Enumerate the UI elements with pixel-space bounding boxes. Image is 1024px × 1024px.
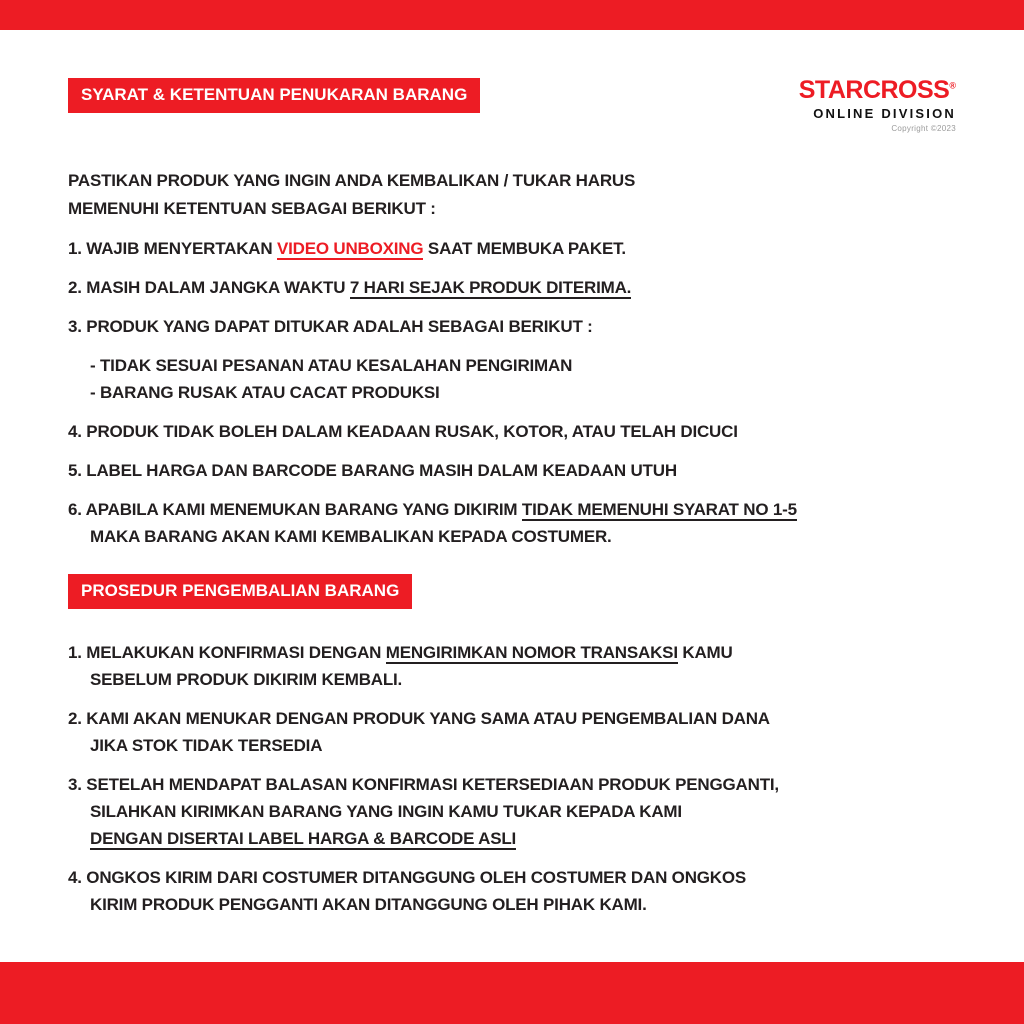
top-red-bar xyxy=(0,0,1024,30)
terms-section-badge xyxy=(68,78,480,113)
intro-line-1: PASTIKAN PRODUK YANG INGIN ANDA KEMBALIKAN / TUKAR HARUS xyxy=(68,171,636,190)
procedure-item-3-underline: DENGAN DISERTAI LABEL HARGA & BARCODE ASLI xyxy=(90,829,517,848)
terms-item-1-text-cont: SAAT MEMBUKA PAKET. xyxy=(423,239,626,258)
procedure-item-3-line-2: SILAHKAN KIRIMKAN BARANG YANG INGIN KAMU TUKAR KEPADA KAMI xyxy=(90,802,682,821)
terms-item-6-text: 6. APABILA KAMI MENEMUKAN BARANG YANG DIKIRIM xyxy=(68,500,522,519)
terms-item-1-text: 1. WAJIB MENYERTAKAN xyxy=(68,239,277,258)
procedure-item-1-line-1 xyxy=(68,639,956,666)
terms-item-6-line-2: MAKA BARANG AKAN KAMI KEMBALIKAN KEPADA COSTUMER. xyxy=(90,527,612,546)
terms-item-2 xyxy=(68,274,956,301)
terms-item-3-sub-2: - BARANG RUSAK ATAU CACAT PRODUKSI xyxy=(90,383,440,402)
procedure-item-4-line-2: KIRIM PRODUK PENGGANTI AKAN DITANGGUNG OLEH PIHAK KAMI. xyxy=(90,895,647,914)
terms-item-4: 4. PRODUK TIDAK BOLEH DALAM KEADAAN RUSAK, KOTOR, ATAU TELAH DICUCI xyxy=(68,422,738,441)
procedure-item-2 xyxy=(68,705,956,759)
starcross-logo xyxy=(799,78,956,103)
terms-item-5: 5. LABEL HARGA DAN BARCODE BARANG MASIH DALAM KEADAAN UTUH xyxy=(68,461,677,480)
video-unboxing-highlight: VIDEO UNBOXING xyxy=(276,239,424,258)
terms-item-6-underline: TIDAK MEMENUHI SYARAT NO 1-5 xyxy=(521,500,797,519)
intro-line-2: MEMENUHI KETENTUAN SEBAGAI BERIKUT : xyxy=(68,199,436,218)
terms-item-3-lead: 3. PRODUK YANG DAPAT DITUKAR ADALAH SEBAGAI BERIKUT : xyxy=(68,317,593,336)
procedure-item-4 xyxy=(68,864,956,918)
header-row xyxy=(68,78,956,133)
terms-item-3 xyxy=(68,313,956,406)
terms-item-2-underline: 7 HARI SEJAK PRODUK DITERIMA. xyxy=(349,278,632,297)
logo-text: STARCROSS xyxy=(798,76,950,104)
procedure-item-1 xyxy=(68,639,956,693)
brand-block xyxy=(799,78,956,133)
online-division-label: ONLINE DIVISION xyxy=(813,106,956,121)
terms-item-3-sub-1: - TIDAK SESUAI PESANAN ATAU KESALAHAN PENGIRIMAN xyxy=(90,356,573,375)
terms-section-badge-label: SYARAT & KETENTUAN PENUKARAN BARANG xyxy=(81,85,468,104)
procedure-item-1-line-2: SEBELUM PRODUK DIKIRIM KEMBALI. xyxy=(90,670,403,689)
terms-item-2-text: 2. MASIH DALAM JANGKA WAKTU xyxy=(68,278,350,297)
procedure-section-badge xyxy=(68,574,412,609)
procedure-item-2-line-2: JIKA STOK TIDAK TERSEDIA xyxy=(90,736,323,755)
procedure-item-3 xyxy=(68,771,956,852)
procedure-section-badge-label: PROSEDUR PENGEMBALIAN BARANG xyxy=(81,581,400,600)
procedure-item-4-line-1: 4. ONGKOS KIRIM DARI COSTUMER DITANGGUNG OLEH COSTUMER DAN ONGKOS xyxy=(68,868,747,887)
procedure-item-2-line-1: 2. KAMI AKAN MENUKAR DENGAN PRODUK YANG SAMA ATAU PENGEMBALIAN DANA xyxy=(68,709,770,728)
procedure-item-3-line-1: 3. SETELAH MENDAPAT BALASAN KONFIRMASI KETERSEDIAAN PRODUK PENGGANTI, xyxy=(68,775,779,794)
procedure-item-1-text-cont: KAMU xyxy=(677,643,733,662)
procedure-item-3-line-3 xyxy=(68,825,956,852)
terms-item-6 xyxy=(68,496,956,550)
intro-text xyxy=(68,167,956,223)
procedure-item-1-text: 1. MELAKUKAN KONFIRMASI DENGAN xyxy=(68,643,386,662)
terms-item-1 xyxy=(68,235,956,262)
bottom-red-bar xyxy=(0,962,1024,1024)
copyright-text: Copyright ©2023 xyxy=(891,124,956,133)
page-content xyxy=(0,30,1024,918)
procedure-item-1-underline: MENGIRIMKAN NOMOR TRANSAKSI xyxy=(385,643,678,662)
terms-item-6-line-1 xyxy=(68,496,956,523)
registered-mark: ® xyxy=(949,80,956,91)
